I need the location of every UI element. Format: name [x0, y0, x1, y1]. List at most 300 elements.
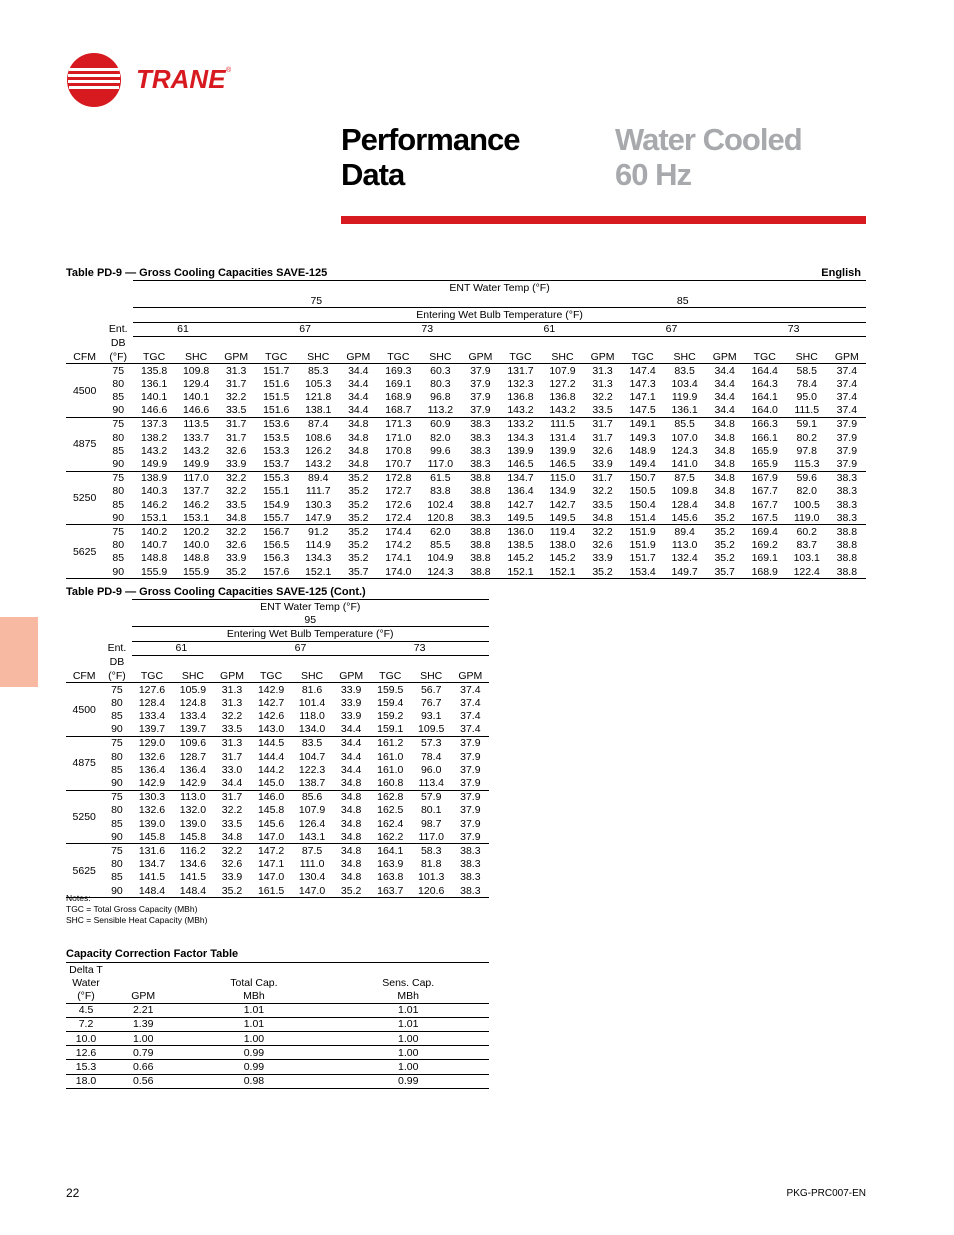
- column-header: GPM: [706, 350, 744, 364]
- table-cell: 38.3: [828, 511, 866, 525]
- table-cell: 127.6: [138, 683, 166, 696]
- table-cell: 32.6: [225, 444, 247, 457]
- table-cell: 96.8: [430, 391, 451, 404]
- column-header: SHC: [297, 350, 339, 364]
- table-cell: 162.4: [377, 817, 404, 830]
- table-row: [66, 404, 866, 418]
- table-cell: 122.4: [786, 565, 828, 579]
- table-cell: 32.2: [592, 391, 613, 404]
- table-cell: 136.1: [140, 377, 168, 390]
- table-row: [66, 871, 489, 884]
- table-cell: 34.8: [340, 858, 362, 871]
- table-cell: 32.6: [221, 858, 243, 871]
- table-cell: 171.0: [385, 431, 412, 444]
- table-cell: 15.3: [66, 1060, 106, 1074]
- column-header: TGC: [251, 669, 292, 683]
- ewb-label: Entering Wet Bulb Temperature (°F): [132, 627, 490, 641]
- db-value: 85: [112, 444, 125, 457]
- table-cell: 140.1: [140, 391, 168, 404]
- table-cell: 38.3: [836, 485, 858, 498]
- column-header: TGC: [370, 669, 411, 683]
- table-cell: 140.7: [140, 539, 168, 552]
- table-cell: 37.9: [460, 737, 481, 750]
- table-cell: 165.9: [751, 444, 778, 457]
- table-cell: 37.4: [452, 723, 489, 737]
- table-cell: 149.9: [175, 457, 217, 471]
- table-cell: 102.4: [427, 498, 454, 511]
- table-cell: 32.2: [225, 485, 247, 498]
- db-value: 75: [111, 683, 123, 696]
- table-cell: 136.4: [138, 763, 166, 776]
- table-cell: 91.2: [307, 525, 329, 538]
- table-row: [66, 511, 866, 525]
- table-row: [66, 817, 489, 830]
- table-cell: 146.6: [133, 404, 175, 418]
- db-value: 85: [111, 763, 123, 776]
- table-cell: 139.0: [138, 817, 166, 830]
- db-value: 80: [111, 804, 123, 817]
- table-cell: 59.6: [796, 472, 817, 485]
- table-cell: 167.9: [751, 472, 778, 485]
- table-cell: 33.0: [221, 763, 243, 776]
- table-cell: 81.8: [420, 858, 442, 871]
- water-temp-header: 95: [132, 613, 490, 627]
- table-cell: 153.3: [263, 444, 290, 457]
- table-cell: 144.5: [257, 737, 285, 750]
- table-cell: 145.8: [172, 830, 213, 844]
- table-cell: 131.6: [138, 844, 166, 857]
- table-cell: 35.2: [333, 884, 370, 898]
- table-cell: 83.5: [301, 737, 323, 750]
- cooling-capacity-table: [66, 280, 866, 579]
- table-cell: 168.7: [377, 404, 419, 418]
- table-cell: 142.9: [132, 776, 173, 790]
- cfm-value: 4500: [66, 683, 102, 737]
- table-cell: 135.8: [140, 364, 168, 377]
- table-cell: 95.0: [796, 391, 817, 404]
- table-cell: 93.1: [420, 710, 442, 723]
- blank-cell: [66, 281, 133, 295]
- table-cell: 109.5: [411, 723, 452, 737]
- table-row: [66, 539, 866, 552]
- table-cell: 113.0: [671, 539, 698, 552]
- table-cell: 167.7: [751, 485, 778, 498]
- table-cell: 137.7: [182, 485, 210, 498]
- table-cell: 147.0: [257, 871, 285, 884]
- table-cell: 139.0: [179, 817, 207, 830]
- table-cell: 151.9: [629, 525, 656, 538]
- table-cell: 147.0: [251, 830, 292, 844]
- db-value: 80: [112, 431, 125, 444]
- db-value: 85: [112, 552, 125, 565]
- table-cell: 1.39: [106, 1017, 180, 1031]
- table-cell: 132.6: [138, 804, 166, 817]
- table-cell: 162.5: [377, 804, 404, 817]
- table-cell: 38.8: [470, 525, 491, 538]
- table-cell: 105.9: [179, 683, 207, 696]
- table-row: [66, 471, 866, 485]
- cfm-value: 5250: [66, 790, 102, 844]
- table-cell: 37.9: [836, 418, 858, 431]
- table-cell: 151.7: [263, 364, 290, 377]
- table-cell: 113.2: [419, 404, 461, 418]
- section-tab: [0, 617, 38, 687]
- table-cell: 37.4: [836, 364, 858, 377]
- table-cell: 35.2: [714, 552, 735, 565]
- column-header: SHC: [292, 669, 333, 683]
- table-cell: 116.2: [180, 844, 206, 857]
- column-header: TGC: [500, 350, 542, 364]
- table-cell: 136.4: [507, 485, 534, 498]
- table-cell: 124.3: [419, 565, 461, 579]
- table-cell: 33.9: [583, 457, 621, 471]
- wb-temp-header: 73: [370, 641, 489, 655]
- table-row: [66, 763, 489, 776]
- table-cell: 35.2: [339, 511, 377, 525]
- table-cell: 130.4: [298, 871, 326, 884]
- table-cell: 60.3: [430, 364, 451, 377]
- table-cell: 149.5: [500, 511, 542, 525]
- table-cell: 34.4: [706, 404, 744, 418]
- table-cell: 109.6: [179, 737, 207, 750]
- table-cell: 117.0: [183, 472, 209, 485]
- table-cell: 140.3: [140, 485, 168, 498]
- column-header: SHC: [786, 350, 828, 364]
- table-cell: 12.6: [66, 1046, 106, 1060]
- table-cell: 142.7: [507, 498, 534, 511]
- table-cell: 87.4: [307, 418, 329, 431]
- table-cell: 146.5: [500, 457, 542, 471]
- wb-temp-header: 67: [622, 322, 744, 336]
- table-cell: 111.5: [550, 418, 575, 431]
- table-cell: 35.2: [348, 498, 369, 511]
- table-cell: 89.4: [674, 525, 695, 538]
- table-cell: 107.9: [298, 804, 326, 817]
- column-header: TGC: [133, 350, 175, 364]
- table-cell: 35.2: [714, 525, 735, 538]
- table-cell: 35.2: [348, 539, 369, 552]
- table-cell: 37.9: [836, 444, 858, 457]
- table-cell: 166.3: [751, 418, 778, 431]
- table-cell: 35.2: [217, 565, 255, 579]
- table-cell: 164.1: [751, 391, 778, 404]
- wb-temp-header: 61: [500, 322, 622, 336]
- table-cell: 37.9: [460, 750, 481, 763]
- column-header: SHC: [541, 350, 583, 364]
- table-cell: 10.0: [66, 1031, 106, 1045]
- table-cell: 128.7: [179, 750, 207, 763]
- table-cell: 118.0: [299, 710, 325, 723]
- title-rule: [341, 216, 866, 224]
- table-cell: 147.1: [629, 391, 656, 404]
- wb-temp-header: 73: [744, 322, 866, 336]
- table-cell: 33.9: [221, 871, 243, 884]
- table-cell: 97.8: [796, 444, 817, 457]
- table-cell: 34.8: [714, 444, 735, 457]
- ent-water-label: ENT Water Temp (°F): [133, 281, 866, 295]
- table-cell: 163.7: [370, 884, 411, 898]
- table-cell: 163.8: [377, 871, 404, 884]
- wb-temp-header: 61: [133, 322, 255, 336]
- table-cell: 142.9: [257, 683, 285, 696]
- table-cell: 174.0: [377, 565, 419, 579]
- table-cell: 38.8: [470, 539, 491, 552]
- table-cell: 35.7: [339, 565, 377, 579]
- table-row: [66, 776, 489, 790]
- table2-caption: Table PD-9 — Gross Cooling Capacities SAVE-125 (Cont.): [66, 586, 366, 598]
- db-value: 75: [111, 737, 123, 750]
- table-cell: 7.2: [66, 1017, 106, 1031]
- table-cell: 155.1: [263, 485, 290, 498]
- table-cell: 31.3: [225, 364, 247, 377]
- db-header: Ent.: [108, 323, 128, 336]
- table-cell: 37.9: [470, 391, 491, 404]
- table-row: [66, 431, 866, 444]
- table-row: [66, 858, 489, 871]
- table-cell: 31.3: [221, 696, 243, 709]
- table-cell: 147.0: [292, 884, 333, 898]
- db-value: 90: [103, 565, 133, 579]
- table-row: [66, 723, 489, 737]
- table-cell: 155.9: [175, 565, 217, 579]
- blank-cell: [66, 655, 102, 669]
- table-cell: 139.9: [507, 444, 534, 457]
- table-cell: 87.5: [674, 472, 695, 485]
- column-header: TGC: [744, 350, 786, 364]
- table-cell: 35.2: [714, 539, 735, 552]
- table-cell: 144.4: [257, 750, 285, 763]
- table-cell: 169.2: [751, 539, 778, 552]
- column-header: SHC: [172, 669, 213, 683]
- table-cell: 165.9: [744, 457, 786, 471]
- table-cell: 60.9: [430, 418, 451, 431]
- table-cell: 34.4: [213, 776, 250, 790]
- table-cell: 120.2: [182, 525, 210, 538]
- table-cell: 109.8: [671, 485, 698, 498]
- table-cell: 37.9: [460, 791, 481, 804]
- table-cell: 0.56: [106, 1074, 180, 1088]
- table-cell: 38.3: [460, 871, 481, 884]
- table-cell: 149.5: [541, 511, 583, 525]
- table-cell: 149.7: [664, 565, 706, 579]
- table-cell: 38.3: [836, 498, 858, 511]
- table-cell: 103.1: [793, 552, 820, 565]
- table-cell: 34.8: [339, 457, 377, 471]
- table-cell: 142.7: [257, 696, 285, 709]
- table-cell: 162.2: [370, 830, 411, 844]
- table-cell: 146.2: [140, 498, 168, 511]
- table-cell: 134.7: [138, 858, 166, 871]
- table-cell: 127.2: [549, 377, 576, 390]
- table-cell: 153.7: [255, 457, 297, 471]
- db-value: 90: [102, 830, 131, 844]
- table-cell: 136.1: [664, 404, 706, 418]
- table-cell: 141.5: [138, 871, 166, 884]
- table-cell: 168.9: [744, 565, 786, 579]
- table-cell: 138.5: [507, 539, 534, 552]
- table-cell: 37.9: [452, 776, 489, 790]
- table-cell: 34.8: [348, 431, 369, 444]
- table-cell: 166.1: [751, 431, 778, 444]
- table-cell: 1.00: [106, 1031, 180, 1045]
- table-row: [66, 525, 866, 539]
- wb-temp-header: 67: [251, 641, 370, 655]
- table-cell: 170.8: [385, 444, 412, 457]
- column-header: SHC: [411, 669, 452, 683]
- table-cell: 32.2: [225, 391, 247, 404]
- table-cell: 169.4: [751, 525, 778, 538]
- table-cell: 32.6: [592, 539, 613, 552]
- table-cell: 1.00: [327, 1060, 489, 1074]
- table-cell: 134.3: [507, 431, 534, 444]
- table-cell: 171.3: [385, 418, 412, 431]
- table-cell: 117.0: [411, 830, 452, 844]
- table-cell: 101.3: [418, 871, 445, 884]
- table-cell: 32.2: [592, 525, 613, 538]
- table-cell: 4.5: [66, 1003, 106, 1017]
- table-cell: 83.5: [674, 364, 695, 377]
- document-code: PKG-PRC007-EN: [786, 1188, 866, 1199]
- table-cell: 34.8: [333, 830, 370, 844]
- table-cell: 145.6: [664, 511, 706, 525]
- table-cell: 152.1: [500, 565, 542, 579]
- table-cell: 136.0: [507, 525, 534, 538]
- table-cell: 160.8: [370, 776, 411, 790]
- table-cell: 149.9: [133, 457, 175, 471]
- table-cell: 34.8: [213, 830, 250, 844]
- table-cell: 34.8: [714, 472, 735, 485]
- table-cell: 89.4: [307, 472, 329, 485]
- wb-temp-header: 67: [255, 322, 377, 336]
- table-cell: 145.0: [251, 776, 292, 790]
- table-cell: 31.7: [592, 431, 613, 444]
- ent-water-label: ENT Water Temp (°F): [132, 600, 490, 614]
- table-row: [66, 417, 866, 431]
- table-cell: 145.2: [507, 552, 534, 565]
- table-cell: 128.4: [138, 696, 166, 709]
- table-cell: 85.3: [307, 364, 329, 377]
- table-cell: 37.9: [461, 404, 499, 418]
- table-cell: 87.5: [301, 844, 323, 857]
- db-header: DB: [109, 656, 125, 669]
- table-cell: 142.9: [172, 776, 213, 790]
- table-cell: 138.1: [297, 404, 339, 418]
- table-cell: 155.7: [255, 511, 297, 525]
- table-cell: 162.8: [377, 791, 404, 804]
- table-cell: 31.3: [592, 377, 613, 390]
- table-cell: 1.00: [180, 1031, 327, 1045]
- table-cell: 37.4: [836, 391, 858, 404]
- table-cell: 38.8: [836, 525, 858, 538]
- table-notes: Notes: TGC = Total Gross Capacity (MBh) SHC = Sensible Heat Capacity (MBh): [66, 893, 208, 925]
- table-cell: 145.2: [549, 552, 576, 565]
- table-cell: 148.9: [629, 444, 656, 457]
- db-value: 90: [103, 457, 133, 471]
- table-cell: 161.5: [251, 884, 292, 898]
- table-cell: 167.5: [744, 511, 786, 525]
- table-row: [66, 750, 489, 763]
- table-cell: 161.2: [377, 737, 404, 750]
- table-cell: 38.8: [828, 565, 866, 579]
- db-value: 75: [112, 525, 125, 538]
- cooling-capacity-table-cont: [66, 599, 489, 898]
- table-cell: 34.8: [333, 776, 370, 790]
- table-cell: 105.3: [305, 377, 332, 390]
- cfm-header: CFM: [66, 669, 102, 683]
- table-cell: 131.7: [507, 364, 534, 377]
- table-cell: 172.7: [385, 485, 412, 498]
- table-cell: 122.3: [298, 763, 326, 776]
- table-cell: 35.2: [348, 485, 369, 498]
- table-cell: 35.7: [706, 565, 744, 579]
- table-cell: 34.8: [714, 431, 735, 444]
- table-cell: 33.5: [213, 723, 250, 737]
- table-cell: 138.0: [549, 539, 576, 552]
- table-row: [66, 804, 489, 817]
- table-cell: 172.8: [385, 472, 412, 485]
- table-cell: 32.2: [221, 710, 243, 723]
- table1-caption: Table PD-9 — Gross Cooling Capacities SAVE-125: [66, 267, 328, 279]
- blank-cell: [66, 627, 132, 641]
- table-cell: 169.3: [385, 364, 412, 377]
- table-cell: 134.9: [549, 485, 576, 498]
- cfm-header: CFM: [66, 350, 103, 364]
- table-cell: 34.4: [714, 364, 735, 377]
- table-cell: 132.3: [507, 377, 534, 390]
- table-cell: 155.3: [263, 472, 290, 485]
- blank-cell: [66, 600, 132, 614]
- table-cell: 124.8: [179, 696, 207, 709]
- table-cell: 143.2: [297, 457, 339, 471]
- table-cell: 149.3: [629, 431, 656, 444]
- water-temp-header: 75: [133, 294, 499, 308]
- table-row: [66, 364, 866, 378]
- table-cell: 109.8: [182, 364, 210, 377]
- table-cell: 119.4: [549, 525, 576, 538]
- table-cell: 31.3: [592, 364, 613, 377]
- db-value: 85: [112, 498, 125, 511]
- cfm-value: 4500: [66, 364, 103, 418]
- table-cell: 99.6: [430, 444, 451, 457]
- table-cell: 61.5: [430, 472, 451, 485]
- table-cell: 34.8: [340, 817, 362, 830]
- table-cell: 34.8: [583, 511, 621, 525]
- table-cell: 174.2: [385, 539, 412, 552]
- table-cell: 132.6: [138, 750, 166, 763]
- table1-units: English: [821, 267, 861, 279]
- table-cell: 33.9: [340, 683, 362, 696]
- table-cell: 34.8: [714, 418, 735, 431]
- db-value: 80: [111, 858, 123, 871]
- table-cell: 132.4: [671, 552, 698, 565]
- table-cell: 146.6: [175, 404, 217, 418]
- table-cell: 153.1: [133, 511, 175, 525]
- table-cell: 31.3: [221, 737, 243, 750]
- table-cell: 35.2: [213, 884, 250, 898]
- table-cell: 159.1: [370, 723, 411, 737]
- table-row: [66, 565, 866, 579]
- table-cell: 133.2: [507, 418, 534, 431]
- table-cell: 139.9: [549, 444, 576, 457]
- table-cell: 134.7: [507, 472, 534, 485]
- page-title: Performance Data: [341, 122, 520, 192]
- table-cell: 33.9: [340, 710, 362, 723]
- db-value: 80: [112, 377, 125, 390]
- table-cell: 152.1: [297, 565, 339, 579]
- table-cell: 107.0: [671, 431, 698, 444]
- table-cell: 136.4: [179, 763, 207, 776]
- table-cell: 149.1: [629, 418, 656, 431]
